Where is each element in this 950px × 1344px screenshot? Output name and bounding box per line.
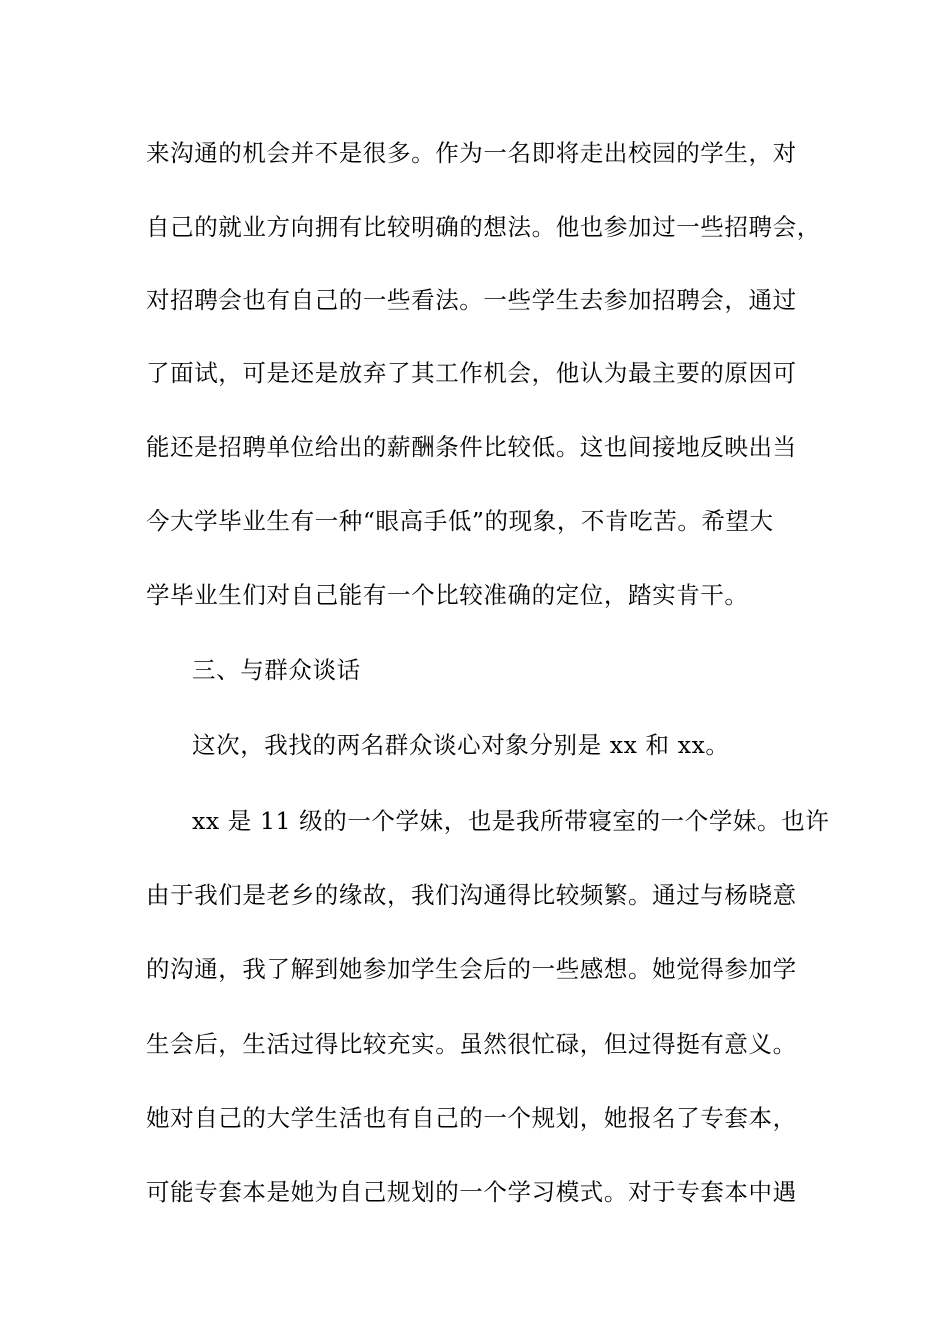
paragraph-line: 学毕业生们对自己能有一个比较准确的定位，踏实肯干。	[146, 581, 749, 609]
paragraph-line: 对招聘会也有自己的一些看法。一些学生去参加招聘会，通过	[146, 286, 797, 314]
paragraph-line: 她对自己的大学生活也有自己的一个规划，她报名了专套本，	[146, 1104, 797, 1132]
paragraph-line: xx 是 11 级的一个学妹，也是我所带寝室的一个学妹。也许	[192, 807, 830, 835]
paragraph-line: 能还是招聘单位给出的薪酬条件比较低。这也间接地反映出当	[146, 433, 797, 461]
paragraph-line: 来沟通的机会并不是很多。作为一名即将走出校园的学生，对	[146, 139, 797, 167]
section-heading: 三、与群众谈话	[192, 656, 361, 684]
paragraph-line: 生会后，生活过得比较充实。虽然很忙碌，但过得挺有意义。	[146, 1030, 797, 1058]
paragraph-line: 自己的就业方向拥有比较明确的想法。他也参加过一些招聘会，	[146, 213, 821, 241]
paragraph-line: 可能专套本是她为自己规划的一个学习模式。对于专套本中遇	[146, 1178, 797, 1206]
paragraph-line: 的沟通，我了解到她参加学生会后的一些感想。她觉得参加学	[146, 955, 797, 983]
paragraph-line: 了面试，可是还是放弃了其工作机会，他认为最主要的原因可	[146, 359, 797, 387]
paragraph-line: 由于我们是老乡的缘故，我们沟通得比较频繁。通过与杨晓意	[146, 881, 797, 909]
paragraph-line: 今大学毕业生有一种“眼高手低”的现象，不肯吃苦。希望大	[146, 507, 774, 535]
paragraph-line: 这次，我找的两名群众谈心对象分别是 xx 和 xx。	[192, 731, 730, 759]
